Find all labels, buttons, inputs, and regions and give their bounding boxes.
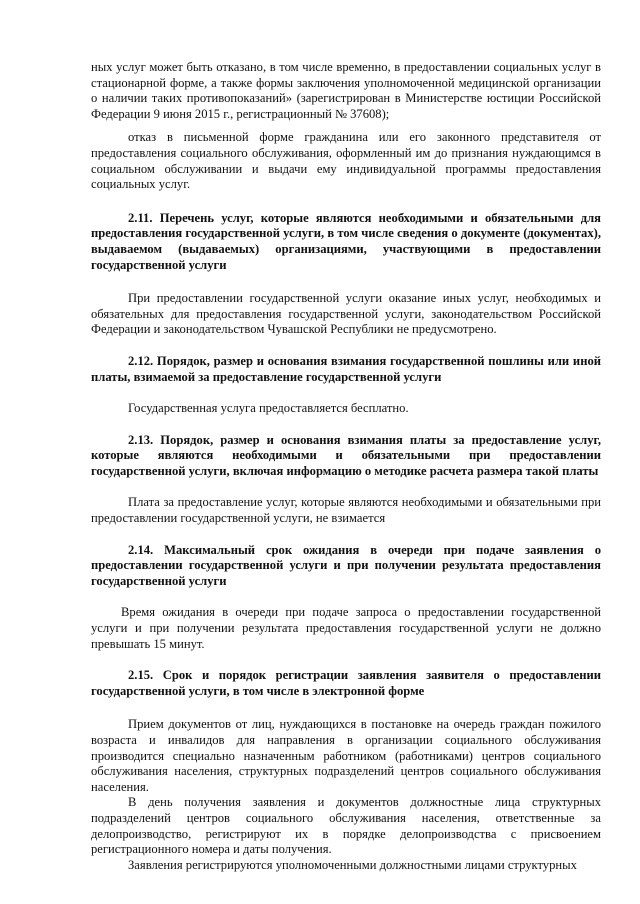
- section-2-14-heading: 2.14. Максимальный срок ожидания в очереди при подаче заявления о предоставлении государственной услуги и при получении результата предоставления государственной услуги: [91, 542, 601, 588]
- section-2-15-heading: 2.15. Срок и порядок регистрации заявления заявителя о предоставлении государственной услуги, в том числе в электронной форме: [91, 668, 601, 698]
- section-2-11-heading: 2.11. Перечень услуг, которые являются необходимыми и обязательными для предоставления государственной услуги, в том числе сведения о документе (документах), выдаваемом (выдаваемых) организациями, участвующими в предоставлении государственной услуги: [91, 210, 601, 272]
- continuation-paragraph: ных услуг может быть отказано, в том числе временно, в предоставлении социальных услуг в стационарной форме, а также формы заключения уполномоченной медицинской организации о наличии таких противопоказаний» (зарегистрирован в Министерстве юстиции Российской Федерации 9 июня 2015 г., регистрационный № 37608);: [91, 60, 601, 121]
- section-2-13-paragraph: Плата за предоставление услуг, которые являются необходимыми и обязательными при предоставлении государственной услуги, не взимается: [91, 495, 601, 526]
- refusal-paragraph: отказ в письменной форме гражданина или его законного представителя от предоставления социального обслуживания, оформленный им до признания нуждающимся в социальном обслуживании и выдачи ему индивидуальной программы предоставления социальных услуг.: [91, 130, 601, 192]
- section-2-12-paragraph: Государственная услуга предоставляется бесплатно.: [128, 401, 409, 416]
- section-2-11-paragraph: При предоставлении государственной услуги оказание иных услуг, необходимых и обязательных для предоставления государственной услуги, законодательством Российской Федерации и законодательством Чувашской Республики не предусмотрено.: [91, 291, 601, 337]
- section-2-15-paragraph-registration-day: В день получения заявления и документов должностные лица структурных подразделений центров социального обслуживания населения, ответственные за делопроизводство, регистрируют их в порядке делопроизводства с присвоением регистрационного номера и даты получения.: [91, 795, 601, 857]
- section-2-13-heading: 2.13. Порядок, размер и основания взимания платы за предоставление услуг, которые являются необходимыми и обязательными при предоставлении государственной услуги, включая информацию о методике расчета размера такой платы: [91, 432, 601, 478]
- section-2-15-paragraph-registered-by: Заявления регистрируются уполномоченными должностными лицами структурных: [128, 857, 577, 872]
- document-page: [91, 60, 601, 873]
- section-2-12-heading: 2.12. Порядок, размер и основания взимания государственной пошлины или иной платы, взимаемой за предоставление государственной услуги: [91, 353, 601, 384]
- section-2-15-paragraph-reception: Прием документов от лиц, нуждающихся в постановке на очередь граждан пожилого возраста и инвалидов для направления в организации социального обслуживания производится специально назначенным работником (работниками) центров социального обслуживания населения, структурных подразделений центров социального обслуживания населения.: [91, 717, 601, 794]
- section-2-14-paragraph: Время ожидания в очереди при подаче запроса о предоставлении государственной услуги и при получении результата предоставления государственной услуги не должно превышать 15 минут.: [91, 605, 601, 651]
